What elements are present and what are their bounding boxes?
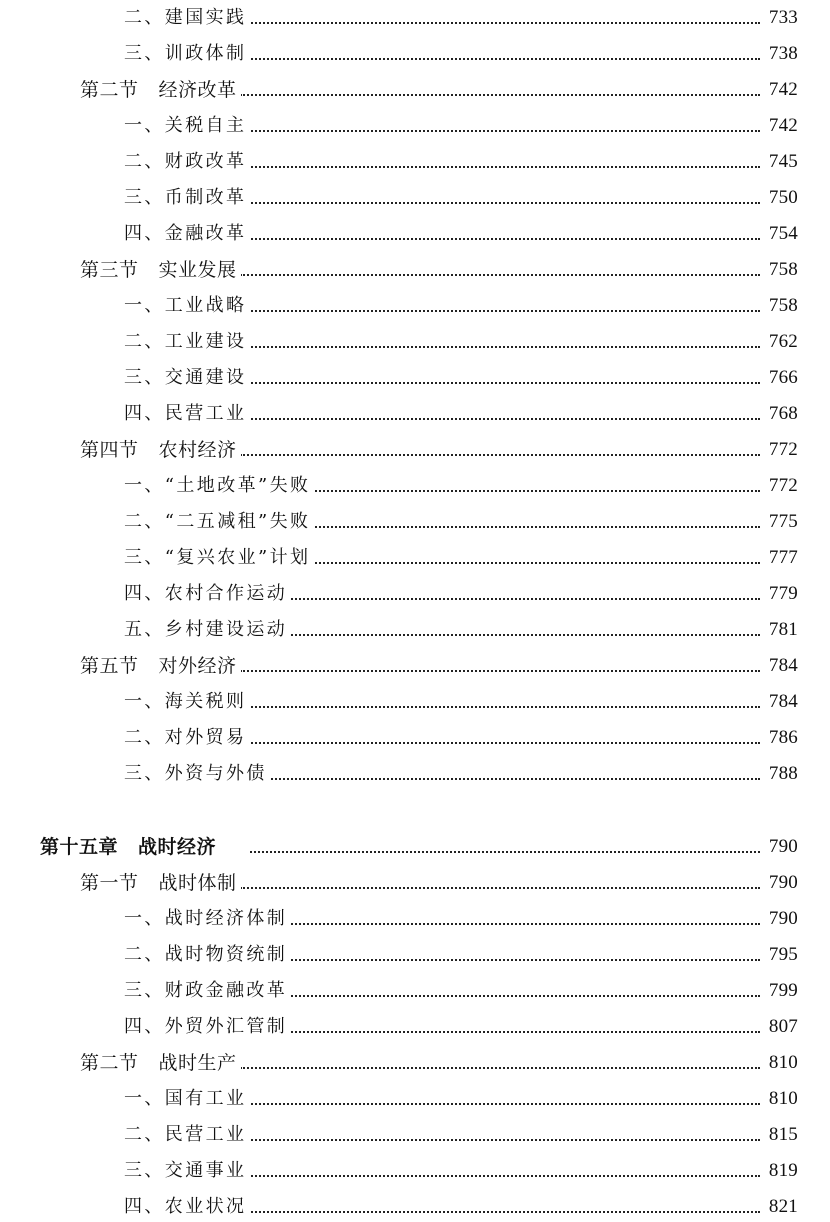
toc-item-label: 三、币制改革 — [124, 186, 250, 210]
toc-section — [0, 435, 830, 465]
dot-leader — [240, 995, 760, 997]
toc-page-number: 772 — [764, 474, 798, 498]
toc-section-heading — [80, 438, 241, 462]
toc-page-number: 810 — [764, 1087, 798, 1111]
toc-section-heading — [80, 871, 241, 895]
toc-item-label: 二、对外贸易 — [124, 726, 250, 750]
toc-item-label: 二、建国实践 — [124, 6, 250, 30]
toc-section — [0, 255, 830, 285]
toc-item — [0, 183, 830, 213]
toc-page-number: 784 — [764, 654, 798, 678]
toc-item-label: 三、交通事业 — [124, 1159, 250, 1183]
toc-item-label: 二、工业建设 — [124, 330, 250, 354]
toc-item — [0, 471, 830, 501]
toc-item-label: 三、训政体制 — [124, 42, 250, 66]
dot-leader — [240, 526, 760, 528]
dot-leader — [240, 562, 760, 564]
toc-item-label: 二、民营工业 — [124, 1123, 250, 1147]
toc-section — [0, 1048, 830, 1078]
toc-item-label: 三、“复兴农业”计划 — [124, 546, 314, 570]
toc-page-number: 733 — [764, 6, 798, 30]
dot-leader — [240, 1067, 760, 1069]
toc-item-label: 二、“二五减租”失败 — [124, 510, 314, 534]
toc-page-number: 768 — [764, 402, 798, 426]
toc-page-number: 762 — [764, 330, 798, 354]
toc-page-number: 738 — [764, 42, 798, 66]
dot-leader — [240, 490, 760, 492]
toc-page-number: 799 — [764, 979, 798, 1003]
toc-item-label: 一、“土地改革”失败 — [124, 474, 314, 498]
toc-page-number: 754 — [764, 222, 798, 246]
toc-item — [0, 1012, 830, 1042]
toc-page-number: 779 — [764, 582, 798, 606]
toc-item — [0, 1192, 830, 1222]
section-number: 第三节 — [80, 259, 139, 281]
toc-section-heading — [80, 78, 241, 102]
toc-page-number: 758 — [764, 258, 798, 282]
toc-item — [0, 1156, 830, 1186]
toc-page-number: 784 — [764, 690, 798, 714]
toc-page-number: 790 — [764, 871, 798, 895]
toc-page-number: 766 — [764, 366, 798, 390]
toc-item-label: 一、国有工业 — [124, 1087, 250, 1111]
dot-leader — [240, 1211, 760, 1213]
toc-section-heading — [80, 1051, 241, 1075]
toc-page-number: 788 — [764, 762, 798, 786]
toc-item — [0, 327, 830, 357]
toc-item-label: 一、战时经济体制 — [124, 907, 291, 931]
dot-leader — [240, 418, 760, 420]
dot-leader — [240, 1103, 760, 1105]
toc-item-label: 三、财政金融改革 — [124, 979, 291, 1003]
toc-section — [0, 868, 830, 898]
toc-page-number: 810 — [764, 1051, 798, 1075]
toc-item — [0, 1084, 830, 1114]
toc-page-number: 750 — [764, 186, 798, 210]
section-number: 第一节 — [80, 872, 139, 894]
toc-item — [0, 904, 830, 934]
dot-leader — [240, 923, 760, 925]
toc-item — [0, 1120, 830, 1150]
toc-page-number: 795 — [764, 943, 798, 967]
toc-item — [0, 723, 830, 753]
section-number: 第五节 — [80, 655, 139, 677]
dot-leader — [240, 454, 760, 456]
toc-item-label: 五、乡村建设运动 — [124, 618, 291, 642]
dot-leader — [250, 851, 760, 853]
toc-section-heading — [80, 258, 241, 282]
dot-leader — [240, 166, 760, 168]
toc-item — [0, 687, 830, 717]
toc-item-label: 四、金融改革 — [124, 222, 250, 246]
dot-leader — [240, 706, 760, 708]
dot-leader — [240, 202, 760, 204]
dot-leader — [240, 274, 760, 276]
dot-leader — [240, 1175, 760, 1177]
dot-leader — [240, 1139, 760, 1141]
toc-page-number: 807 — [764, 1015, 798, 1039]
toc-item — [0, 976, 830, 1006]
toc-item-label: 二、战时物资统制 — [124, 943, 291, 967]
toc-item-label: 一、关税自主 — [124, 114, 250, 138]
dot-leader — [240, 310, 760, 312]
dot-leader — [240, 22, 760, 24]
dot-leader — [240, 742, 760, 744]
dot-leader — [240, 58, 760, 60]
toc-page-number: 790 — [764, 907, 798, 931]
dot-leader — [240, 238, 760, 240]
toc-page-number: 772 — [764, 438, 798, 462]
section-title: 实业发展 — [158, 259, 237, 281]
toc-item-label: 三、外资与外债 — [124, 762, 271, 786]
section-title: 战时生产 — [158, 1052, 237, 1074]
dot-leader — [240, 598, 760, 600]
dot-leader — [240, 346, 760, 348]
toc-page-number: 790 — [764, 835, 798, 859]
dot-leader — [240, 94, 760, 96]
toc-page-number: 815 — [764, 1123, 798, 1147]
toc-item-label: 四、农村合作运动 — [124, 582, 291, 606]
toc-item — [0, 363, 830, 393]
toc-page-number: 777 — [764, 546, 798, 570]
toc-item — [0, 543, 830, 573]
section-title: 对外经济 — [158, 655, 237, 677]
toc-item — [0, 39, 830, 69]
toc-page-number: 775 — [764, 510, 798, 534]
toc-page-number: 786 — [764, 726, 798, 750]
toc-section-heading — [80, 654, 241, 678]
toc-item — [0, 399, 830, 429]
toc-section — [0, 651, 830, 681]
toc-item — [0, 291, 830, 321]
section-number: 第二节 — [80, 1052, 139, 1074]
toc-page-number: 821 — [764, 1195, 798, 1219]
dot-leader — [240, 382, 760, 384]
dot-leader — [240, 670, 760, 672]
toc-page-number: 781 — [764, 618, 798, 642]
dot-leader — [240, 887, 760, 889]
toc-item — [0, 219, 830, 249]
chapter-number: 第十五章 — [40, 836, 119, 858]
toc-item — [0, 759, 830, 789]
toc-item-label: 四、农业状况 — [124, 1195, 250, 1219]
toc-item — [0, 111, 830, 141]
toc-page-number: 819 — [764, 1159, 798, 1183]
dot-leader — [240, 778, 760, 780]
toc-item — [0, 615, 830, 645]
toc-page-number: 742 — [764, 78, 798, 102]
toc-chapter-heading — [40, 835, 220, 859]
chapter-title: 战时经济 — [138, 836, 217, 858]
toc-item — [0, 940, 830, 970]
toc-item — [0, 579, 830, 609]
toc-section — [0, 75, 830, 105]
toc-item-label: 一、工业战略 — [124, 294, 250, 318]
section-title: 经济改革 — [158, 79, 237, 101]
dot-leader — [240, 130, 760, 132]
section-number: 第二节 — [80, 79, 139, 101]
toc-item-label: 一、海关税则 — [124, 690, 250, 714]
toc-item-label: 四、外贸外汇管制 — [124, 1015, 291, 1039]
toc-page-number: 758 — [764, 294, 798, 318]
dot-leader — [240, 634, 760, 636]
section-title: 农村经济 — [158, 439, 237, 461]
toc-item-label: 三、交通建设 — [124, 366, 250, 390]
dot-leader — [240, 959, 760, 961]
toc-item — [0, 507, 830, 537]
toc-chapter — [0, 832, 830, 862]
toc-item-label: 四、民营工业 — [124, 402, 250, 426]
dot-leader — [240, 1031, 760, 1033]
toc-item — [0, 147, 830, 177]
section-title: 战时体制 — [158, 872, 237, 894]
toc-page-number: 745 — [764, 150, 798, 174]
toc-page-number: 742 — [764, 114, 798, 138]
toc-item-label: 二、财政改革 — [124, 150, 250, 174]
toc-item — [0, 3, 830, 33]
section-number: 第四节 — [80, 439, 139, 461]
